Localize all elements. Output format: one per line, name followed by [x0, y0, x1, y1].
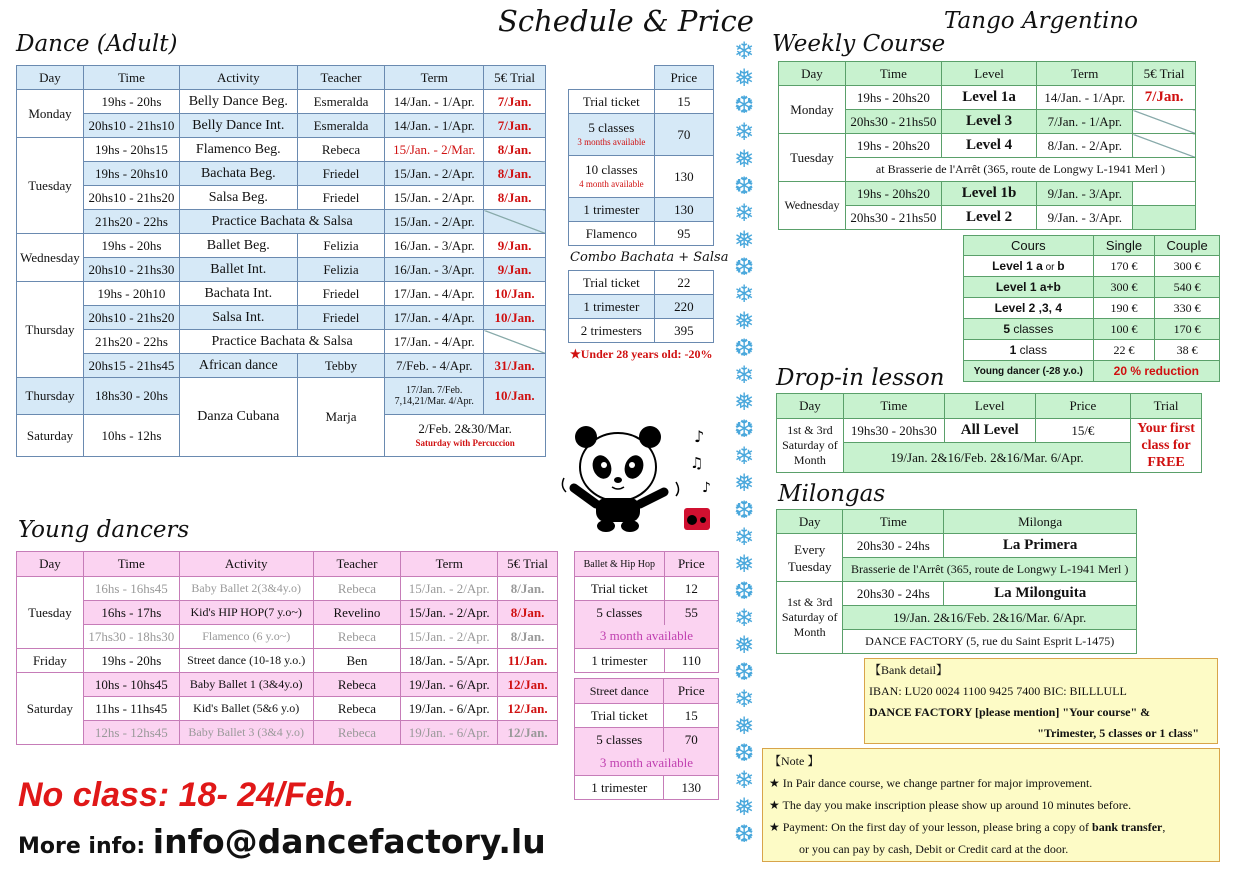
cell-trial: 7/Jan.: [484, 90, 546, 114]
col-price: Price: [1035, 394, 1131, 419]
young-title: Young dancers: [18, 517, 190, 543]
cell-time: 10hs - 12hs: [83, 415, 179, 457]
cell-activity: Salsa Int.: [179, 306, 297, 330]
cours-label-a: Level 1: [992, 259, 1037, 273]
col-trial: Trial: [1131, 394, 1202, 419]
cell-level: Level 1b: [941, 182, 1037, 206]
col-time: Time: [83, 66, 179, 90]
cell-time: 19hs - 20hs20: [845, 134, 941, 158]
col-activity: Activity: [179, 66, 297, 90]
price-note: 4 month available: [579, 178, 644, 189]
col-teacher: Teacher: [313, 552, 401, 577]
cell-term: 15/Jan. - 2/Apr.: [385, 210, 484, 234]
price-value: 15: [654, 90, 713, 114]
cell-activity: African dance: [179, 354, 297, 378]
cell-activity: Ballet Beg.: [179, 234, 297, 258]
cell-empty: [1133, 206, 1196, 230]
cell-term: 18/Jan. - 5/Apr.: [401, 649, 498, 673]
ballet-tri-price: 110: [664, 649, 718, 673]
combo-label: Trial ticket: [569, 271, 655, 295]
cell-term: 14/Jan. - 1/Apr.: [385, 90, 484, 114]
cours-couple: 330 €: [1155, 298, 1220, 319]
street-tri-price: 130: [664, 776, 719, 800]
cell-term: 14/Jan. - 1/Apr.: [385, 114, 484, 138]
weekly-title: Weekly Course: [772, 31, 946, 57]
price-note: 3 months available: [577, 136, 646, 147]
young-schedule-table: [16, 551, 558, 745]
cell-teacher: Rebeca: [313, 577, 401, 601]
col-milonga: Milonga: [944, 510, 1137, 534]
ballet-tri-label: 1 trimester: [575, 649, 665, 673]
info-email[interactable]: info@dancefactory.lu: [152, 822, 546, 861]
cell-teacher: Tebby: [297, 354, 385, 378]
cell-time: 19hs - 20hs: [83, 90, 179, 114]
combo-value: 22: [654, 271, 713, 295]
cell-time: 19hs - 20hs: [83, 234, 179, 258]
cell-empty: [1133, 134, 1196, 158]
cell-time: 17hs30 - 18hs30: [83, 625, 179, 649]
street-tri-label: 1 trimester: [575, 776, 664, 800]
note-line3-text: ★ Payment: On the first day of your lesson, please bring a copy of: [769, 820, 1093, 834]
bank-line2: "Trimester, 5 classes or 1 class": [1037, 726, 1199, 740]
milonga-venue: DANCE FACTORY (5, rue du Saint Esprit L-1475): [843, 630, 1137, 654]
cell-activity: Bachata Int.: [179, 282, 297, 306]
col-time: Time: [843, 510, 944, 534]
col-day: Day: [777, 510, 843, 534]
cell-teacher: Friedel: [297, 162, 385, 186]
ballet-trial-label: Trial ticket: [575, 577, 665, 601]
cell-time: 20hs30 - 21hs50: [845, 206, 941, 230]
sat-term: 2/Feb. 2&30/Mar.: [418, 420, 512, 436]
cell-time: 16hs - 17hs: [83, 601, 179, 625]
ballet-note: 3 month available: [575, 625, 719, 649]
cell-teacher: Rebeca: [313, 697, 401, 721]
cell-activity: Kid's Ballet (5&6 y.o): [179, 697, 313, 721]
cell-time: 19hs - 20hs15: [83, 138, 179, 162]
cell-time: 19hs - 20hs: [83, 649, 179, 673]
street-dance-price-table: [574, 678, 719, 800]
bank-title: 【Bank detail】: [869, 663, 948, 677]
cell-term: 14/Jan. - 1/Apr.: [1037, 86, 1133, 110]
cours-label-d: b: [1057, 259, 1065, 273]
cell-trial: 12/Jan.: [498, 673, 558, 697]
cell-trial: 7/Jan.: [1133, 86, 1196, 110]
milonga-name: La Milonguita: [944, 582, 1137, 606]
cell-activity: Ballet Int.: [179, 258, 297, 282]
ballet-price-header: Price: [664, 552, 718, 577]
svg-text:♫: ♫: [690, 454, 704, 472]
cell-term: 17/Jan. - 4/Apr.: [385, 306, 484, 330]
dropin-price: 15/€: [1035, 419, 1131, 443]
note-line4: or you can pay by cash, Debit or Credit card at the door.: [799, 842, 1069, 856]
day-thursday-cubana: Thursday: [17, 378, 84, 415]
note-box: [762, 748, 1220, 862]
tango-title: Tango Argentino: [944, 8, 1138, 34]
milonga-time: 20hs30 - 24hs: [843, 582, 944, 606]
dropin-day: 1st & 3rd Saturday of Month: [777, 419, 844, 473]
dropin-title: Drop-in lesson: [776, 365, 945, 391]
cell-term: 15/Jan. - 2/Apr.: [385, 186, 484, 210]
cours-couple: 170 €: [1155, 319, 1220, 340]
cell-term: 19/Jan. - 6/Apr.: [401, 673, 498, 697]
cell-activity: Baby Ballet 3 (3&4 y.o): [179, 721, 313, 745]
day-monday: Monday: [17, 90, 84, 138]
note-line1: ★ In Pair dance course, we change partner for major improvement.: [769, 776, 1093, 790]
cours-single: 300 €: [1093, 277, 1155, 298]
day-wednesday: Wednesday: [779, 182, 846, 230]
cell-teacher: Friedel: [297, 306, 385, 330]
price-label: 5 classes: [588, 119, 635, 135]
cell-term: 8/Jan. - 2/Apr.: [1037, 134, 1133, 158]
dropin-level: All Level: [944, 419, 1035, 443]
cours-label: [964, 319, 1094, 340]
adult-title: Dance (Adult): [16, 31, 178, 57]
col-teacher: Teacher: [297, 66, 385, 90]
combo-label: 2 trimesters: [569, 319, 655, 343]
cell-teacher: Rebeca: [313, 673, 401, 697]
snowflake-column: [724, 38, 764, 848]
col-trial: 5€ Trial: [1133, 62, 1196, 86]
cours-label: [964, 340, 1094, 361]
cell-teacher: Marja: [297, 378, 385, 457]
ballet-price-title: Ballet & Hip Hop: [575, 552, 665, 577]
cell-time: 20hs30 - 21hs50: [845, 110, 941, 134]
col-activity: Activity: [179, 552, 313, 577]
cell-level: Level 2: [941, 206, 1037, 230]
cell-activity: Belly Dance Int.: [179, 114, 297, 138]
cell-term: 19/Jan. - 6/Apr.: [401, 721, 498, 745]
milonga-dates: 19/Jan. 2&16/Feb. 2&16/Mar. 6/Apr.: [843, 606, 1137, 630]
cell-trial: 31/Jan.: [484, 354, 546, 378]
cell-term: 7/Feb. - 4/Apr.: [385, 354, 484, 378]
milonga-name: La Primera: [944, 534, 1137, 558]
cell-time: 12hs - 12hs45: [83, 721, 179, 745]
street-trial-price: 15: [664, 704, 719, 728]
cours-label: Level 2 ,3, 4: [964, 298, 1094, 319]
day-tuesday: Tuesday: [17, 577, 84, 649]
cell-teacher: Friedel: [297, 186, 385, 210]
cell-level: Level 1a: [941, 86, 1037, 110]
street-trial-label: Trial ticket: [575, 704, 664, 728]
price-value: 130: [654, 198, 713, 222]
cell-term: 16/Jan. - 3/Apr.: [385, 234, 484, 258]
col-level: Level: [944, 394, 1035, 419]
dropin-table: [776, 393, 1202, 473]
col-trial: 5€ Trial: [498, 552, 558, 577]
cell-time: 20hs10 - 21hs30: [83, 258, 179, 282]
cell-level: Level 3: [941, 110, 1037, 134]
price-label: 10 classes: [585, 161, 638, 177]
main-title: Schedule & Price: [498, 4, 754, 38]
cell-empty: [1133, 182, 1196, 206]
combo-table: [568, 270, 714, 343]
note-bank-transfer: bank transfer: [1092, 820, 1163, 834]
svg-text:♪: ♪: [694, 427, 705, 446]
cell-time: 16hs - 16hs45: [83, 577, 179, 601]
cell-time: 18hs30 - 20hs: [83, 378, 179, 415]
ballet-trial-price: 12: [664, 577, 718, 601]
cell-time: 20hs15 - 21hs45: [83, 354, 179, 378]
combo-value: 220: [654, 295, 713, 319]
cell-term: 15/Jan. - 2/Mar.: [385, 138, 484, 162]
day-friday: Friday: [17, 649, 84, 673]
young-reduction: 20 % reduction: [1093, 361, 1219, 382]
day-saturday: Saturday: [17, 415, 84, 457]
cell-term: 17/Jan. - 4/Apr.: [385, 282, 484, 306]
price-value: 130: [654, 156, 713, 198]
cell-term: 17/Jan. - 4/Apr.: [385, 330, 484, 354]
cell-activity: Danza Cubana: [179, 378, 297, 457]
cell-trial: 10/Jan.: [484, 306, 546, 330]
col-time: Time: [843, 394, 944, 419]
note-title: 【Note 】: [769, 754, 820, 768]
cell-teacher: Ben: [313, 649, 401, 673]
price-label: 1 trimester: [569, 198, 655, 222]
young-dancer-label: Young dancer (-28 y.o.): [964, 361, 1094, 382]
cell-trial: 12/Jan.: [498, 721, 558, 745]
col-level: Level: [941, 62, 1037, 86]
adult-schedule-table: [16, 65, 546, 457]
ballet-five-label: 5 classes: [575, 601, 665, 625]
col-term: Term: [1037, 62, 1133, 86]
street-price-title: Street dance: [575, 679, 664, 704]
street-note: 3 month available: [575, 752, 719, 776]
cell-activity: Bachata Beg.: [179, 162, 297, 186]
cell-teacher: Friedel: [297, 282, 385, 306]
cell-trial: 10/Jan.: [484, 282, 546, 306]
cell-term: 15/Jan. - 2/Apr.: [401, 601, 498, 625]
cell-empty: [484, 330, 546, 354]
cell-activity: Flamenco Beg.: [179, 138, 297, 162]
cell-term: 7/Jan. - 1/Apr.: [1037, 110, 1133, 134]
cell-sat-term: [385, 415, 546, 457]
cell-time: 20hs10 - 21hs20: [83, 186, 179, 210]
col-cours: Cours: [964, 236, 1094, 256]
cell-activity: Salsa Beg.: [179, 186, 297, 210]
col-time: Time: [83, 552, 179, 577]
combo-title: Combo Bachata + Salsa: [570, 250, 729, 265]
street-five-price: 70: [664, 728, 719, 752]
col-trial: 5€ Trial: [484, 66, 546, 90]
cell-trial: 7/Jan.: [484, 114, 546, 138]
cell-teacher: Felizia: [297, 258, 385, 282]
cell-trial: 8/Jan.: [498, 625, 558, 649]
cell-teacher: Rebeca: [313, 625, 401, 649]
combo-label: 1 trimester: [569, 295, 655, 319]
day-monday: Monday: [779, 86, 846, 134]
cell-trial: 8/Jan.: [498, 577, 558, 601]
cell-time: 19hs - 20h10: [83, 282, 179, 306]
col-day: Day: [779, 62, 846, 86]
cell-trial: 8/Jan.: [484, 162, 546, 186]
cell-activity: Street dance (10-18 y.o.): [179, 649, 313, 673]
milonga-day: 1st & 3rd Saturday of Month: [777, 582, 843, 654]
col-term: Term: [401, 552, 498, 577]
price-label: Flamenco: [569, 222, 655, 246]
cell-teacher: Esmeralda: [297, 114, 385, 138]
note-line3-end: ,: [1162, 820, 1166, 834]
cell-term: 17/Jan. 7/Feb. 7,14,21/Mar. 4/Apr.: [385, 378, 484, 415]
cours-couple: 300 €: [1155, 256, 1220, 277]
cours-couple: 38 €: [1155, 340, 1220, 361]
cell-term: 9/Jan. - 3/Apr.: [1037, 206, 1133, 230]
note-line2: ★ The day you make inscription please show up around 10 minutes before.: [769, 798, 1132, 812]
discount-note: ★Under 28 years old: -20%: [570, 347, 713, 361]
cell-trial: 11/Jan.: [498, 649, 558, 673]
cell-activity: Practice Bachata & Salsa: [179, 330, 384, 354]
price-label: Trial ticket: [569, 90, 655, 114]
tuesday-venue: at Brasserie de l'Arrêt (365, route de Longwy L-1941 Merl ): [845, 158, 1195, 182]
cours-single: 170 €: [1093, 256, 1155, 277]
cours-label-a: 5: [1003, 322, 1010, 336]
bank-detail-box: [864, 658, 1218, 744]
col-time: Time: [845, 62, 941, 86]
cell-trial: 8/Jan.: [498, 601, 558, 625]
cours-label-a: 1: [1009, 343, 1017, 357]
cours-label-c: or: [1042, 262, 1058, 273]
cours-label-b: a: [1036, 259, 1043, 273]
cours-single: 100 €: [1093, 319, 1155, 340]
cell-trial: 10/Jan.: [484, 378, 546, 415]
cell-teacher: Rebeca: [297, 138, 385, 162]
panda-icon: [556, 412, 726, 537]
col-day: Day: [17, 66, 84, 90]
more-info: [18, 822, 546, 861]
cell-activity: Baby Ballet 2(3&4y.o): [179, 577, 313, 601]
cell-time: 21hs20 - 22hs: [83, 210, 179, 234]
milonga-day: Every Tuesday: [777, 534, 843, 582]
bank-iban: IBAN: LU20 0024 1100 9425 7400 BIC: BILLLULL: [869, 684, 1127, 698]
cell-activity: Practice Bachata & Salsa: [179, 210, 384, 234]
col-day: Day: [17, 552, 84, 577]
cours-label: [964, 256, 1094, 277]
cell-term: 9/Jan. - 3/Apr.: [1037, 182, 1133, 206]
price-value: 70: [654, 114, 713, 156]
cell-term: 19/Jan. - 6/Apr.: [401, 697, 498, 721]
note-line3: [769, 816, 1213, 838]
cell-term: 15/Jan. - 2/Apr.: [401, 625, 498, 649]
price-label-cell: [569, 156, 655, 198]
sat-note: Saturday with Percuccion: [415, 437, 515, 448]
day-thursday: Thursday: [17, 282, 84, 378]
cell-time: 21hs20 - 22hs: [83, 330, 179, 354]
ballet-five-price: 55: [664, 601, 718, 625]
cell-activity: Belly Dance Beg.: [179, 90, 297, 114]
cell-time: 11hs - 11hs45: [83, 697, 179, 721]
cours-price-table: [963, 235, 1220, 382]
ballet-hiphop-price-table: [574, 551, 719, 673]
cell-teacher: Rebeca: [313, 721, 401, 745]
price-header: Price: [654, 66, 713, 90]
cell-activity: Kid's HIP HOP(7 y.o~): [179, 601, 313, 625]
dropin-time: 19hs30 - 20hs30: [843, 419, 944, 443]
cours-label-c: class: [1016, 343, 1048, 357]
col-single: Single: [1093, 236, 1155, 256]
cours-single: 22 €: [1093, 340, 1155, 361]
cell-time: 10hs - 10hs45: [83, 673, 179, 697]
cell-teacher: Felizia: [297, 234, 385, 258]
day-tuesday: Tuesday: [17, 138, 84, 234]
cell-trial: 8/Jan.: [484, 138, 546, 162]
cell-term: 15/Jan. - 2/Apr.: [385, 162, 484, 186]
cell-time: 19hs - 20hs20: [845, 86, 941, 110]
more-info-label: More info:: [18, 834, 153, 859]
day-tuesday: Tuesday: [779, 134, 846, 182]
col-term: Term: [385, 66, 484, 90]
dropin-trial: Your first class for FREE: [1131, 419, 1202, 473]
cell-trial: 8/Jan.: [484, 186, 546, 210]
snowflake-icon: ❄ ❅ ❆ ❄ ❅ ❆ ❄ ❅ ❆ ❄ ❅ ❆ ❄ ❅ ❆ ❄ ❅ ❆ ❄ ❅ ❆ ❄ ❅ ❆ ❄ ❅ ❆ ❄ ❅ ❆: [733, 37, 755, 848]
cell-activity: Baby Ballet 1 (3&4y.o): [179, 673, 313, 697]
weekly-course-table: [778, 61, 1196, 230]
cell-time: 19hs - 20hs10: [83, 162, 179, 186]
col-day: Day: [777, 394, 844, 419]
cell-trial: 12/Jan.: [498, 697, 558, 721]
cell-trial: 9/Jan.: [484, 258, 546, 282]
cours-label: Level 1 a+b: [964, 277, 1094, 298]
cell-time: 20hs10 - 21hs10: [83, 114, 179, 138]
milonga-time: 20hs30 - 24hs: [843, 534, 944, 558]
combo-value: 395: [654, 319, 713, 343]
col-couple: Couple: [1155, 236, 1220, 256]
milonga-venue: Brasserie de l'Arrêt (365, route de Longwy L-1941 Merl ): [843, 558, 1137, 582]
cell-teacher: Revelino: [313, 601, 401, 625]
day-wednesday: Wednesday: [17, 234, 84, 282]
price-label-cell: [569, 114, 655, 156]
no-class-notice: No class: 18- 24/Feb.: [18, 776, 355, 814]
cell-term: 16/Jan. - 3/Apr.: [385, 258, 484, 282]
cours-couple: 540 €: [1155, 277, 1220, 298]
cell-level: Level 4: [941, 134, 1037, 158]
cell-teacher: Esmeralda: [297, 90, 385, 114]
cell-term: 15/Jan. - 2/Apr.: [401, 577, 498, 601]
milongas-table: [776, 509, 1137, 654]
cell-time: 20hs10 - 21hs20: [83, 306, 179, 330]
price-value: 95: [654, 222, 713, 246]
dropin-dates: 19/Jan. 2&16/Feb. 2&16/Mar. 6/Apr.: [843, 443, 1130, 473]
street-five-label: 5 classes: [575, 728, 664, 752]
cours-label-c: classes: [1010, 322, 1054, 336]
day-saturday: Saturday: [17, 673, 84, 745]
cell-activity: Flamenco (6 y.o~): [179, 625, 313, 649]
price-table: [568, 65, 714, 246]
milongas-title: Milongas: [778, 481, 886, 507]
street-price-header: Price: [664, 679, 719, 704]
cell-trial: 9/Jan.: [484, 234, 546, 258]
svg-text:♪: ♪: [702, 480, 711, 496]
cell-time: 19hs - 20hs20: [845, 182, 941, 206]
cours-single: 190 €: [1093, 298, 1155, 319]
bank-line1: DANCE FACTORY [please mention] "Your course" &: [869, 705, 1151, 719]
cell-empty: [484, 210, 546, 234]
cell-empty: [1133, 110, 1196, 134]
